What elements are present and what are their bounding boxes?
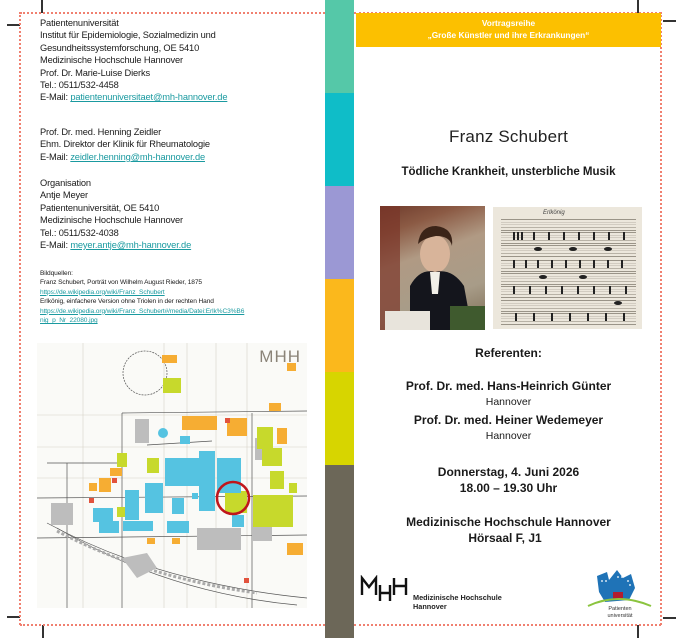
speaker-name: Prof. Dr. med. Hans-Heinrich Günter [405, 379, 612, 393]
schubert-portrait-image [380, 206, 485, 330]
trim-border-bottom [354, 624, 661, 626]
pu-logo-text [597, 606, 643, 619]
contact-line: Medizinische Hochschule Hannover [40, 215, 183, 226]
lecture-subtitle: Tödliche Krankheit, unsterbliche Musik [401, 166, 616, 178]
speakers-heading: Referenten: [475, 346, 542, 360]
trim-border-right [660, 12, 662, 625]
image-source-link[interactable]: https://de.wikipedia.org/wiki/Franz_Schubert [40, 288, 165, 296]
series-title: „Große Künstler und ihre Erkrankungen“ [427, 29, 590, 40]
trim-border-top [20, 12, 325, 14]
contact-line: Tel.: 0511/532-4038 [40, 227, 119, 238]
trim-border-bottom [20, 624, 325, 626]
speaker-city: Hannover [485, 430, 532, 442]
email-label: E-Mail: [40, 151, 71, 162]
image-source-text: Erlkönig, einfachere Version ohne Triolen in der rechten Hand [40, 298, 214, 306]
organisation-block [40, 177, 191, 251]
contact-block-zeidler [40, 126, 210, 163]
mhh-name [413, 593, 502, 611]
contact-line: Antje Meyer [40, 190, 88, 201]
pu-logo-line: universität [607, 612, 633, 619]
image-sources-heading: Bildquellen: [40, 270, 73, 277]
contact-line: Tel.: 0511/532-4458 [40, 80, 119, 91]
campus-map-graphic [37, 343, 307, 608]
color-band-cyan [325, 93, 354, 186]
trim-border-left [19, 12, 21, 625]
image-sources [40, 269, 244, 325]
email-link[interactable]: zeidler.henning@mh-hannover.de [70, 151, 205, 162]
contact-line: Patientenuniversität [40, 18, 119, 28]
color-band-lavender [325, 186, 354, 279]
organisation-heading: Organisation [40, 178, 91, 188]
series-banner [356, 13, 661, 47]
email-label: E-Mail: [40, 92, 71, 103]
contact-line: Prof. Dr. med. Henning Zeidler [40, 127, 162, 137]
contact-line: Medizinische Hochschule Hannover [40, 55, 183, 66]
pu-logo-line: Patienten [608, 606, 632, 612]
email-link[interactable]: patientenuniversitaet@mh-hannover.de [70, 92, 228, 103]
mhh-name-line: Medizinische Hochschule [413, 593, 502, 602]
portrait-graphic [380, 206, 485, 330]
color-band-amber [325, 279, 354, 372]
speaker-name: Prof. Dr. med. Heiner Wedemeyer [413, 413, 604, 427]
lecture-title: Franz Schubert [448, 127, 569, 146]
map-mhh-logo: MHH [259, 347, 301, 366]
image-source-link[interactable]: https://de.wikipedia.org/wiki/Franz_Schubert#/media/Datei:Erlk%C3%B6 [40, 307, 245, 315]
contact-line: Prof. Dr. Marie-Luise Dierks [40, 67, 150, 78]
speaker-city: Hannover [485, 396, 532, 408]
crop-mark [637, 625, 639, 638]
image-source-text: Franz Schubert, Porträt von Wilhelm August Rieder, 1875 [40, 279, 202, 287]
crop-mark [663, 617, 676, 619]
event-date: Donnerstag, 4. Juni 2026 [437, 465, 580, 479]
crop-mark [663, 20, 676, 22]
score-notes-graphic [493, 207, 642, 329]
email-label: E-Mail: [40, 240, 71, 251]
contact-line: Institut für Epidemiologie, Sozialmedizin und [40, 30, 216, 41]
event-time: 18.00 – 19.30 Uhr [459, 481, 558, 495]
color-band-olive [325, 465, 354, 638]
contact-block-patientenuniversitaet [40, 17, 227, 104]
crop-mark [42, 625, 44, 638]
contact-line: Patientenuniversität, OE 5410 [40, 202, 160, 213]
campus-map [37, 343, 307, 608]
mhh-name-line: Hannover [413, 602, 447, 611]
color-band-yellow-green [325, 372, 354, 465]
email-link[interactable]: meyer.antje@mh-hannover.de [70, 240, 192, 251]
mhh-logo-icon [360, 575, 410, 603]
color-band-mint [325, 0, 354, 93]
event-venue: Medizinische Hochschule Hannover [406, 515, 611, 529]
mhh-logo [360, 575, 410, 608]
image-source-link[interactable]: nig_p_Nr_22080.jpg [40, 317, 98, 325]
patientenuniversitaet-logo [583, 568, 658, 624]
contact-line: Ehm. Direktor der Klinik für Rheumatologie [40, 139, 210, 150]
series-label: Vortragsreihe [481, 18, 536, 28]
erlkoenig-score-image [493, 207, 642, 329]
score-title: Erlkönig [543, 210, 565, 216]
event-room: Hörsaal F, J1 [468, 531, 542, 545]
contact-line: Gesundheitssystemforschung, OE 5410 [40, 42, 200, 53]
